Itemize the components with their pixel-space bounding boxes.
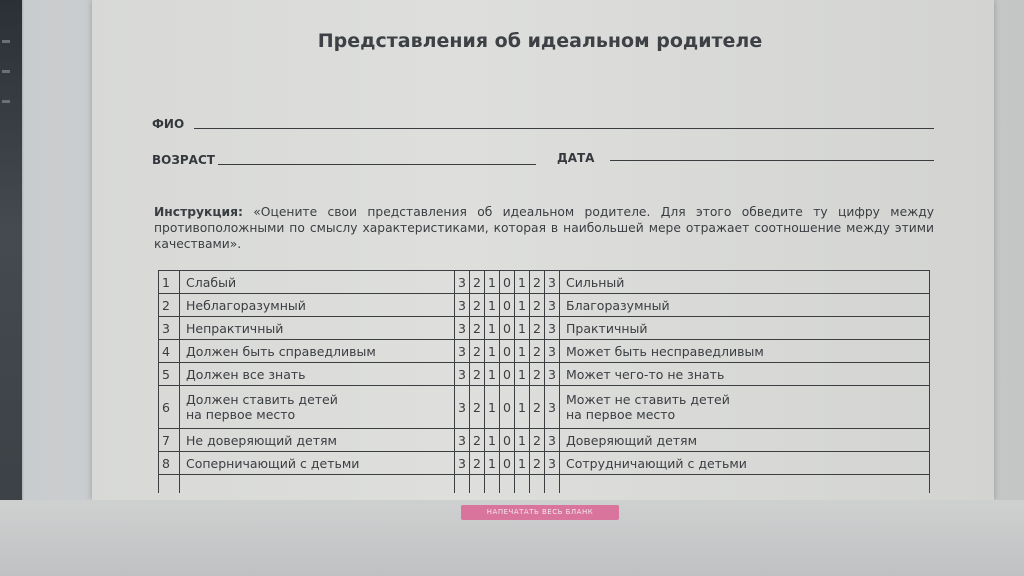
scale-value[interactable]: 1 (485, 317, 500, 340)
date-label: ДАТА (557, 151, 595, 165)
left-quality: Не доверяющий детям (180, 429, 455, 452)
empty-cell (560, 475, 930, 494)
browser-side-strip (0, 0, 22, 576)
left-quality: Должен все знать (180, 363, 455, 386)
left-quality-line: на первое место (186, 407, 296, 422)
rating-table (158, 270, 930, 493)
scale-value[interactable]: 1 (485, 386, 500, 429)
row-number: 6 (159, 386, 180, 429)
scale-value[interactable]: 1 (515, 363, 530, 386)
left-quality: Должен быть справедливым (180, 340, 455, 363)
scale-value[interactable]: 2 (470, 429, 485, 452)
age-label: ВОЗРАСТ (152, 153, 215, 167)
scale-value[interactable]: 1 (515, 452, 530, 475)
table-row-cut (159, 475, 930, 494)
empty-cell (159, 475, 180, 494)
side-tick (2, 70, 10, 73)
row-number: 7 (159, 429, 180, 452)
table-row (159, 340, 930, 363)
age-field[interactable] (218, 164, 536, 165)
scale-value[interactable]: 2 (530, 429, 545, 452)
row-number: 1 (159, 271, 180, 294)
scale-value[interactable]: 1 (485, 340, 500, 363)
name-field[interactable] (194, 128, 934, 129)
table-row (159, 294, 930, 317)
scale-value[interactable]: 1 (485, 271, 500, 294)
scale-value[interactable]: 3 (455, 363, 470, 386)
scale-value[interactable]: 1 (485, 452, 500, 475)
scale-value[interactable]: 1 (515, 429, 530, 452)
scale-value[interactable]: 3 (455, 340, 470, 363)
scale-value[interactable]: 3 (455, 271, 470, 294)
instruction-label: Инструкция: (154, 205, 243, 219)
empty-cell (530, 475, 545, 494)
scale-value[interactable]: 2 (470, 294, 485, 317)
table-row (159, 271, 930, 294)
scale-value[interactable]: 2 (470, 452, 485, 475)
scale-value[interactable]: 2 (530, 271, 545, 294)
scale-value[interactable]: 3 (545, 317, 560, 340)
scale-value[interactable]: 1 (515, 317, 530, 340)
scale-value[interactable]: 3 (545, 452, 560, 475)
right-quality-line: на первое место (566, 407, 676, 422)
scale-value[interactable]: 3 (545, 363, 560, 386)
scale-value[interactable]: 1 (515, 294, 530, 317)
scale-value[interactable]: 1 (485, 294, 500, 317)
scale-value[interactable]: 1 (515, 340, 530, 363)
form-title: Представления об идеальном родителе (317, 30, 763, 52)
left-quality: Неблагоразумный (180, 294, 455, 317)
table-row (159, 429, 930, 452)
empty-cell (485, 475, 500, 494)
right-quality (560, 386, 930, 429)
date-field[interactable] (610, 160, 934, 161)
side-tick (2, 40, 10, 43)
scale-value[interactable]: 3 (545, 294, 560, 317)
scale-value[interactable]: 0 (500, 317, 515, 340)
table-row (159, 363, 930, 386)
scale-value[interactable]: 2 (530, 294, 545, 317)
scale-value[interactable]: 0 (500, 294, 515, 317)
row-number: 8 (159, 452, 180, 475)
scale-value[interactable]: 3 (545, 340, 560, 363)
scale-value[interactable]: 3 (455, 452, 470, 475)
scale-value[interactable]: 3 (545, 386, 560, 429)
scale-value[interactable]: 1 (515, 271, 530, 294)
right-quality: Благоразумный (560, 294, 930, 317)
scale-value[interactable]: 3 (545, 429, 560, 452)
scale-value[interactable]: 1 (515, 386, 530, 429)
scale-value[interactable]: 0 (500, 271, 515, 294)
instruction-text (154, 204, 934, 252)
right-quality: Сильный (560, 271, 930, 294)
right-quality: Может быть несправедливым (560, 340, 930, 363)
print-form-button[interactable]: НАПЕЧАТАТЬ ВЕСЬ БЛАНК (461, 505, 619, 520)
left-quality (180, 386, 455, 429)
right-quality: Может чего-то не знать (560, 363, 930, 386)
scale-value[interactable]: 0 (500, 363, 515, 386)
scale-value[interactable]: 2 (530, 317, 545, 340)
table-row (159, 386, 930, 429)
empty-cell (500, 475, 515, 494)
right-quality: Сотрудничающий с детьми (560, 452, 930, 475)
empty-cell (515, 475, 530, 494)
row-number: 3 (159, 317, 180, 340)
scale-value[interactable]: 2 (470, 317, 485, 340)
scale-value[interactable]: 2 (470, 271, 485, 294)
scale-value[interactable]: 2 (470, 386, 485, 429)
scale-value[interactable]: 2 (530, 340, 545, 363)
scale-value[interactable]: 2 (470, 340, 485, 363)
empty-cell (470, 475, 485, 494)
scale-value[interactable]: 1 (485, 363, 500, 386)
scale-value[interactable]: 2 (530, 452, 545, 475)
scale-value[interactable]: 3 (455, 317, 470, 340)
left-quality: Слабый (180, 271, 455, 294)
left-quality-line: Должен ставить детей (186, 392, 338, 407)
row-number: 4 (159, 340, 180, 363)
right-quality-line: Может не ставить детей (566, 392, 730, 407)
instruction-body: «Оцените свои представления об идеальном родителе. Для этого обведите ту цифру между противоположными по смыслу характеристиками, которая в наибольшей мере отражает соотношение между этими качествами». (154, 205, 934, 251)
right-quality: Практичный (560, 317, 930, 340)
left-quality: Соперничающий с детьми (180, 452, 455, 475)
row-number: 5 (159, 363, 180, 386)
row-number: 2 (159, 294, 180, 317)
scale-value[interactable]: 2 (530, 363, 545, 386)
scale-value[interactable]: 3 (455, 429, 470, 452)
right-quality: Доверяющий детям (560, 429, 930, 452)
scale-value[interactable]: 3 (455, 294, 470, 317)
side-tick (2, 100, 10, 103)
scale-value[interactable]: 2 (530, 386, 545, 429)
scale-value[interactable]: 1 (485, 429, 500, 452)
empty-cell (180, 475, 455, 494)
scale-value[interactable]: 3 (545, 271, 560, 294)
scale-value[interactable]: 0 (500, 386, 515, 429)
empty-cell (455, 475, 470, 494)
scale-value[interactable]: 0 (500, 340, 515, 363)
left-quality: Непрактичный (180, 317, 455, 340)
table-row (159, 317, 930, 340)
scale-value[interactable]: 3 (455, 386, 470, 429)
scale-value[interactable]: 2 (470, 363, 485, 386)
scale-value[interactable]: 0 (500, 452, 515, 475)
name-label: ФИО (152, 117, 185, 131)
empty-cell (545, 475, 560, 494)
scale-value[interactable]: 0 (500, 429, 515, 452)
table-row (159, 452, 930, 475)
